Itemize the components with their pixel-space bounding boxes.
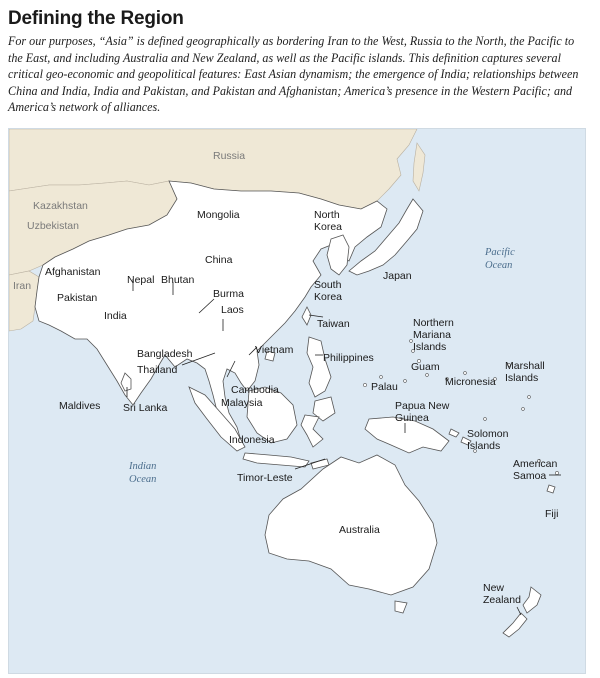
label-bhutan: Bhutan xyxy=(161,274,195,286)
label-solomon-islands-line2: Islands xyxy=(467,440,501,452)
label-micronesia: Micronesia xyxy=(445,376,496,388)
label-malaysia: Malaysia xyxy=(221,397,263,409)
label-laos: Laos xyxy=(221,304,244,316)
label-australia: Australia xyxy=(339,524,380,536)
asia-region-map xyxy=(8,128,586,674)
label-indonesia: Indonesia xyxy=(229,434,275,446)
label-guam: Guam xyxy=(411,361,440,373)
page-title: Defining the Region xyxy=(8,8,184,29)
label-vietnam: Vietnam xyxy=(255,344,294,356)
label-marshall-islands: Marshall xyxy=(505,360,545,372)
label-fiji: Fiji xyxy=(545,508,559,520)
label-philippines: Philippines xyxy=(323,352,374,364)
label-indian-ocean-line2: Ocean xyxy=(129,474,157,485)
label-taiwan: Taiwan xyxy=(317,318,350,330)
label-bangladesh: Bangladesh xyxy=(137,348,193,360)
label-burma: Burma xyxy=(213,288,244,300)
label-pacific-ocean-line2: Ocean xyxy=(485,260,513,271)
fiji-land xyxy=(547,485,555,493)
label-indian-ocean: Indian xyxy=(129,461,157,472)
label-uzbekistan: Uzbekistan xyxy=(27,220,79,232)
label-north-korea: North xyxy=(314,209,340,221)
label-afghanistan: Afghanistan xyxy=(45,266,101,278)
label-maldives: Maldives xyxy=(59,400,101,412)
label-papua-new-guinea: Papua New xyxy=(395,400,450,412)
label-pakistan: Pakistan xyxy=(57,292,98,304)
label-timor-leste: Timor-Leste xyxy=(237,472,293,484)
map-canvas xyxy=(9,129,585,673)
label-new-zealand: New xyxy=(483,582,505,594)
label-solomon-islands: Solomon xyxy=(467,428,509,440)
label-northern-mariana-islands-line3: Islands xyxy=(413,341,447,353)
label-cambodia: Cambodia xyxy=(231,384,279,396)
label-pacific-ocean: Pacific xyxy=(485,247,515,258)
intro-paragraph: For our purposes, “Asia” is defined geographically as bordering Iran to the West, Russia to the North, the Pacific to the East, and including Australia and New Zealand, as well as the Pacific islands. This definition captures several critical geo-economic and geopolitical features: East Asian dynamism; the emergence of India; relationships between China and India, India and Pakistan, and Pakistan and Afghanistan; America’s presence in the Western Pacific; and America’s network of alliances. xyxy=(8,34,579,115)
label-sri-lanka: Sri Lanka xyxy=(123,402,168,414)
label-iran: Iran xyxy=(13,280,32,292)
label-northern-mariana-islands-line2: Mariana xyxy=(413,329,451,341)
label-northern-mariana-islands: Northern xyxy=(413,317,454,329)
label-marshall-islands-line2: Islands xyxy=(505,372,539,384)
label-palau: Palau xyxy=(371,381,398,393)
label-american-samoa-line2: Samoa xyxy=(513,470,547,482)
label-south-korea: South xyxy=(314,279,342,291)
label-russia: Russia xyxy=(213,150,246,162)
label-papua-new-guinea-line2: Guinea xyxy=(395,412,429,424)
label-kazakhstan: Kazakhstan xyxy=(33,200,88,212)
label-north-korea-line2: Korea xyxy=(314,221,343,233)
label-thailand: Thailand xyxy=(137,364,178,376)
label-china: China xyxy=(205,254,233,266)
label-nepal: Nepal xyxy=(127,274,155,286)
label-american-samoa: American xyxy=(513,458,558,470)
label-japan: Japan xyxy=(383,270,412,282)
label-south-korea-line2: Korea xyxy=(314,291,343,303)
label-mongolia: Mongolia xyxy=(197,209,240,221)
label-india: India xyxy=(104,310,127,322)
label-new-zealand-line2: Zealand xyxy=(483,594,521,606)
